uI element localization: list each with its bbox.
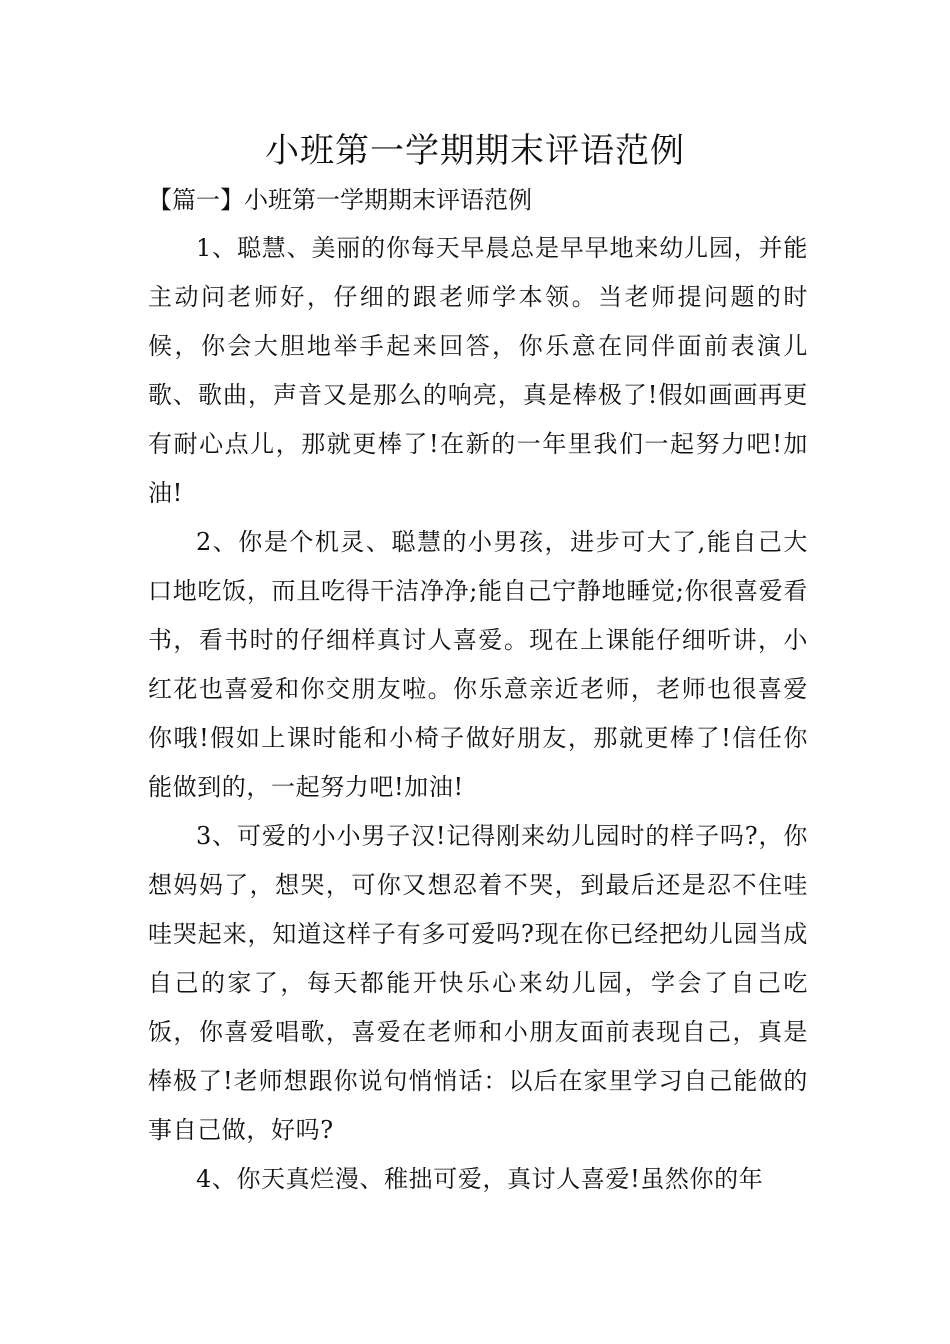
paragraph-3: 3、可爱的小小男子汉!记得刚来幼儿园时的样子吗?，你想妈妈了，想哭，可你又想忍着不哭，到最后还是忍不住哇哇哭起来，知道这样子有多可爱吗?现在你已经把幼儿园当成自己的家了，每天都能开快乐心来幼儿园，学会了自己吃饭，你喜爱唱歌，喜爱在老师和小朋友面前表现自己，真是棒极了!老师想跟你说句悄悄话：以后在家里学习自己能做的事自己做，好吗? bbox=[148, 822, 808, 1144]
paragraph-4: 4、你天真烂漫、稚拙可爱，真讨人喜爱!虽然你的年 bbox=[196, 1165, 764, 1193]
paragraph-1: 1、聪慧、美丽的你每天早晨总是早早地来幼儿园，并能主动问老师好，仔细的跟老师学本领。当老师提问题的时候，你会大胆地举手起来回答，你乐意在同伴面前表演儿歌、歌曲，声音又是那么的响亮，真是棒极了!假如画画再更有耐心点儿，那就更棒了!在新的一年里我们一起努力吧!加油! bbox=[148, 234, 808, 507]
document-body bbox=[148, 224, 808, 1204]
paragraph-2: 2、你是个机灵、聪慧的小男孩，进步可大了,能自己大口地吃饭，而且吃得干洁净净;能自己宁静地睡觉;你很喜爱看书，看书时的仔细样真讨人喜爱。现在上课能仔细听讲，小红花也喜爱和你交朋友啦。你乐意亲近老师，老师也很喜爱你哦!假如上课时能和小椅子做好朋友，那就更棒了!信任你能做到的，一起努力吧!加油! bbox=[148, 528, 808, 801]
section-heading: 【篇一】小班第一学期期末评语范例 bbox=[148, 186, 532, 214]
document-title: 小班第一学期期末评语范例 bbox=[265, 131, 685, 171]
